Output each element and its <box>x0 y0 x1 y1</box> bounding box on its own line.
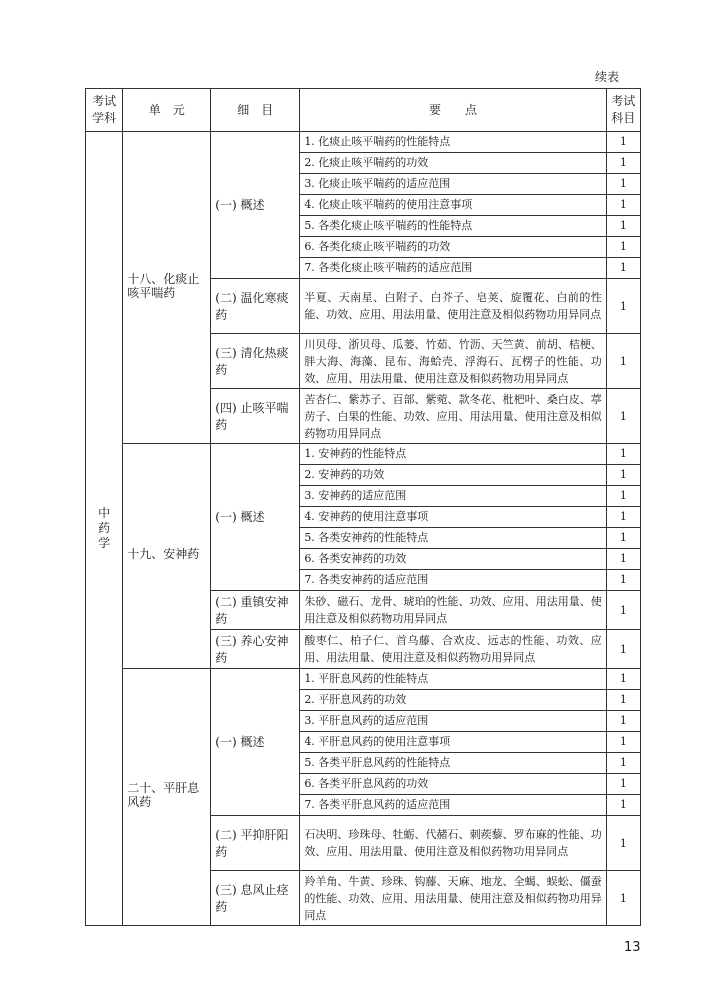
exam-subject-cell: 1 <box>606 486 640 507</box>
exam-subject-cell: 1 <box>606 195 640 216</box>
exam-subject-cell: 1 <box>606 132 640 153</box>
exam-subject-cell: 1 <box>606 279 640 334</box>
table-row <box>86 132 641 153</box>
sub-item-cell: (一) 概述 <box>211 669 300 816</box>
table-row <box>86 669 641 690</box>
sub-item-cell: (二) 温化寒痰药 <box>211 279 300 334</box>
key-point-cell: 4. 化痰止咳平喘药的使用注意事项 <box>300 195 606 216</box>
key-point-cell: 3. 安神药的适应范围 <box>300 486 606 507</box>
sub-item-cell: (四) 止咳平喘药 <box>211 389 300 444</box>
unit-cell <box>123 444 211 669</box>
exam-subject-cell: 1 <box>606 334 640 389</box>
exam-subject-cell: 1 <box>606 549 640 570</box>
key-point-cell: 半夏、天南星、白附子、白芥子、皂荚、旋覆花、白前的性能、功效、应用、用法用量、使用注意及相似药物功用异同点 <box>300 279 606 334</box>
exam-subject-cell: 1 <box>606 591 640 630</box>
sub-item-cell: (三) 息风止痉药 <box>211 871 300 926</box>
key-point-cell: 3. 化痰止咳平喘药的适应范围 <box>300 174 606 195</box>
exam-subject-cell: 1 <box>606 690 640 711</box>
sub-item-cell: (一) 概述 <box>211 132 300 279</box>
exam-subject-cell: 1 <box>606 871 640 926</box>
exam-subject-cell: 1 <box>606 153 640 174</box>
exam-subject-cell: 1 <box>606 389 640 444</box>
unit-cell <box>123 132 211 444</box>
header-exam-subject: 考试科目 <box>606 89 640 132</box>
exam-subject-cell: 1 <box>606 216 640 237</box>
unit-title: 十八、化痰止咳平喘药 <box>127 271 200 300</box>
header-unit: 单 元 <box>123 89 211 132</box>
key-point-cell: 川贝母、浙贝母、瓜蒌、竹茹、竹沥、天竺黄、前胡、桔梗、胖大海、海藻、昆布、海蛤壳、浮海石、瓦楞子的性能、功效、应用、用法用量、使用注意及相似药物功用异同点 <box>300 334 606 389</box>
exam-subject-cell: 1 <box>606 258 640 279</box>
exam-subject-cell: 1 <box>606 795 640 816</box>
key-point-cell: 2. 平肝息风药的功效 <box>300 690 606 711</box>
key-point-cell: 羚羊角、牛黄、珍珠、钩藤、天麻、地龙、全蝎、蜈蚣、僵蚕的性能、功效、应用、用法用量、使用注意及相似药物功用异同点 <box>300 871 606 926</box>
continued-label: 续表 <box>595 70 620 84</box>
key-point-cell: 1. 安神药的性能特点 <box>300 444 606 465</box>
exam-subject-cell: 1 <box>606 732 640 753</box>
sub-item-cell: (二) 平抑肝阳药 <box>211 816 300 871</box>
key-point-cell: 6. 各类平肝息风药的功效 <box>300 774 606 795</box>
key-point-cell: 6. 各类安神药的功效 <box>300 549 606 570</box>
key-point-cell: 2. 安神药的功效 <box>300 465 606 486</box>
page-number: 13 <box>624 940 641 955</box>
exam-subject-cell: 1 <box>606 669 640 690</box>
key-point-cell: 朱砂、磁石、龙骨、琥珀的性能、功效、应用、用法用量、使用注意及相似药物功用异同点 <box>300 591 606 630</box>
key-point-cell: 2. 化痰止咳平喘药的功效 <box>300 153 606 174</box>
key-point-cell: 4. 平肝息风药的使用注意事项 <box>300 732 606 753</box>
key-point-cell: 苦杏仁、紫苏子、百部、紫菀、款冬花、枇杷叶、桑白皮、葶苈子、白果的性能、功效、应用、用法用量、使用注意及相似药物功用异同点 <box>300 389 606 444</box>
key-point-cell: 1. 平肝息风药的性能特点 <box>300 669 606 690</box>
key-point-cell: 酸枣仁、柏子仁、首乌藤、合欢皮、远志的性能、功效、应用、用法用量、使用注意及相似药物功用异同点 <box>300 630 606 669</box>
key-point-cell: 7. 各类化痰止咳平喘药的适应范围 <box>300 258 606 279</box>
key-point-cell: 7. 各类平肝息风药的适应范围 <box>300 795 606 816</box>
sub-item-cell: (二) 重镇安神药 <box>211 591 300 630</box>
key-point-cell: 3. 平肝息风药的适应范围 <box>300 711 606 732</box>
table-row <box>86 444 641 465</box>
unit-title: 十九、安神药 <box>127 547 200 561</box>
exam-subject-cell: 1 <box>606 816 640 871</box>
exam-subject-cell: 1 <box>606 753 640 774</box>
key-point-cell: 4. 安神药的使用注意事项 <box>300 507 606 528</box>
exam-subject-cell: 1 <box>606 570 640 591</box>
header-subject: 考试学科 <box>86 89 123 132</box>
subject-label: 中药学 <box>98 506 111 550</box>
unit-title: 二十、平肝息风药 <box>127 781 200 809</box>
key-point-cell: 7. 各类安神药的适应范围 <box>300 570 606 591</box>
key-point-cell: 5. 各类安神药的性能特点 <box>300 528 606 549</box>
exam-subject-cell: 1 <box>606 465 640 486</box>
table-header-row <box>86 89 641 132</box>
table-body <box>86 132 641 926</box>
exam-subject-cell: 1 <box>606 237 640 258</box>
syllabus-table <box>85 88 641 926</box>
key-point-cell: 石决明、珍珠母、牡蛎、代赭石、刺蒺藜、罗布麻的性能、功效、应用、用法用量、使用注意及相似药物功用异同点 <box>300 816 606 871</box>
key-point-cell: 1. 化痰止咳平喘药的性能特点 <box>300 132 606 153</box>
subject-cell <box>86 132 123 926</box>
sub-item-cell: (三) 养心安神药 <box>211 630 300 669</box>
exam-subject-cell: 1 <box>606 444 640 465</box>
exam-subject-cell: 1 <box>606 174 640 195</box>
exam-subject-cell: 1 <box>606 507 640 528</box>
exam-subject-cell: 1 <box>606 630 640 669</box>
key-point-cell: 6. 各类化痰止咳平喘药的功效 <box>300 237 606 258</box>
exam-subject-cell: 1 <box>606 528 640 549</box>
key-point-cell: 5. 各类平肝息风药的性能特点 <box>300 753 606 774</box>
sub-item-cell: (一) 概述 <box>211 444 300 591</box>
exam-subject-cell: 1 <box>606 774 640 795</box>
sub-item-cell: (三) 清化热痰药 <box>211 334 300 389</box>
unit-cell <box>123 669 211 926</box>
header-key-points: 要 点 <box>300 89 606 132</box>
key-point-cell: 5. 各类化痰止咳平喘药的性能特点 <box>300 216 606 237</box>
header-sub: 细 目 <box>211 89 300 132</box>
exam-subject-cell: 1 <box>606 711 640 732</box>
